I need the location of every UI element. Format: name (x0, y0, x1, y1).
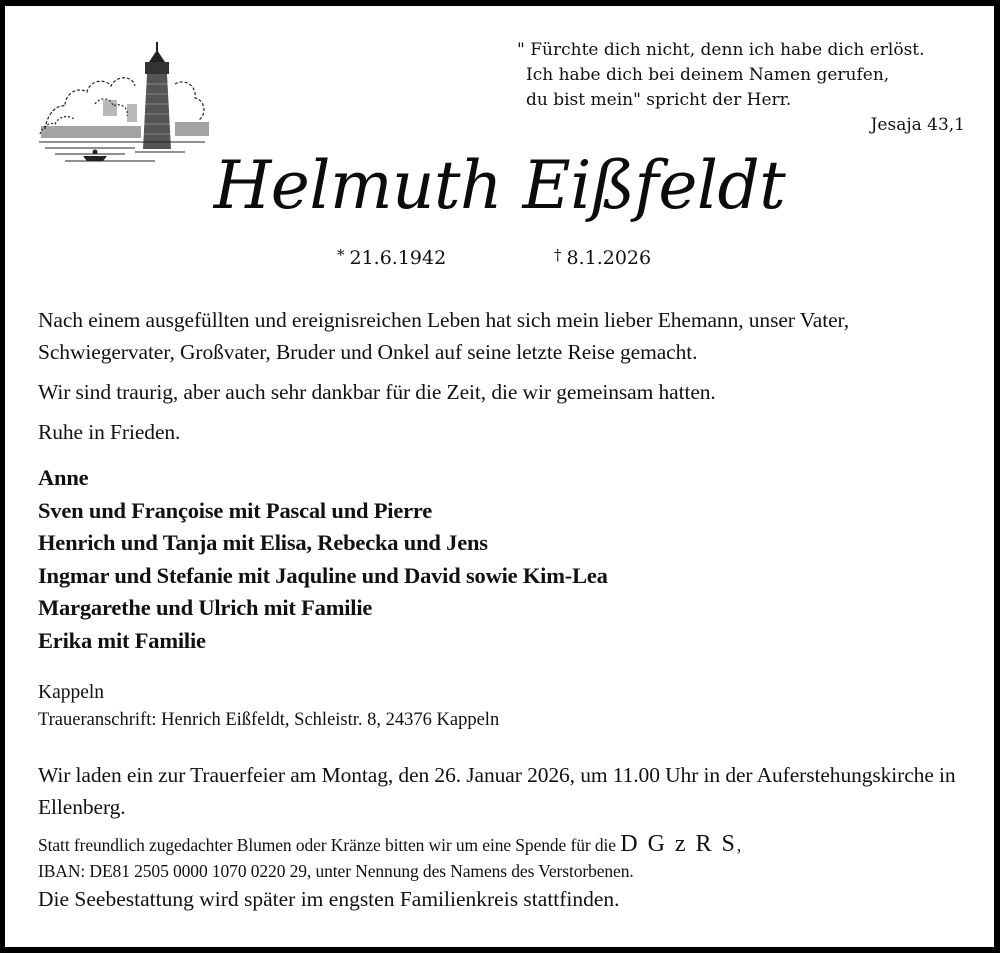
donation-organization: D G z R S (620, 831, 737, 857)
obituary-notice (5, 6, 994, 947)
rip-text: Ruhe in Frieden. (38, 420, 181, 444)
signer: Anne (38, 465, 89, 490)
death-date-value: 8.1.2026 (566, 247, 652, 269)
cross-icon: † (554, 246, 562, 264)
funeral-invitation: Wir laden ein zur Trauerfeier am Montag, den 26. Januar 2026, um 11.00 Uhr in der Auferstehungskirche in Ellenberg. (38, 763, 956, 819)
death-date (554, 242, 651, 271)
birth-date (337, 242, 446, 271)
birth-date-value: 21.6.1942 (349, 247, 447, 269)
verse-line-2: Ich habe dich bei deinem Namen gerufen, (526, 65, 890, 85)
gratitude-text: Wir sind traurig, aber auch sehr dankbar für die Zeit, die wir gemeinsam hatten. (38, 380, 716, 404)
notice-body (38, 304, 978, 914)
sea-burial-text: Die Seebestattung wird später im engsten Familienkreis stattfinden. (38, 887, 620, 911)
verse-line-1: " Fürchte dich nicht, denn ich habe dich erlöst. (517, 40, 925, 60)
iban-text: IBAN: DE81 2505 0000 1070 0220 29, unter Nennung des Namens des Verstorbenen. (38, 861, 634, 881)
donation-text (38, 831, 978, 858)
signers-list (38, 462, 978, 657)
signer: Sven und Françoise mit Pascal und Pierre (38, 497, 433, 523)
verse-line-3: du bist mein" spricht der Herr. (526, 90, 792, 110)
signer: Henrich und Tanja mit Elisa, Rebecka und Jens (38, 530, 488, 555)
verse-source: Jesaja 43,1 (870, 115, 965, 135)
donation-suffix: , (736, 835, 742, 855)
bible-verse (517, 38, 965, 138)
star-icon: * (337, 246, 345, 264)
place: Kappeln (38, 682, 105, 703)
deceased-name: Helmuth Eißfeldt (213, 147, 786, 224)
signer: Ingmar und Stefanie mit Jaquline und David sowie Kim-Lea (38, 562, 608, 588)
signer: Erika mit Familie (38, 627, 206, 653)
intro-text: Nach einem ausgefüllten und ereignisreichen Leben hat sich mein lieber Ehemann, unser Vater, Schwiegervater, Großvater, Bruder und Onkel auf seine letzte Reise gemacht. (38, 308, 850, 364)
mourning-address: Traueranschrift: Henrich Eißfeldt, Schleistr. 8, 24376 Kappeln (38, 710, 500, 730)
signer: Margarethe und Ulrich mit Familie (38, 595, 373, 620)
donation-request: Statt freundlich zugedachter Blumen oder Kränze bitten wir um eine Spende für die (38, 835, 616, 855)
